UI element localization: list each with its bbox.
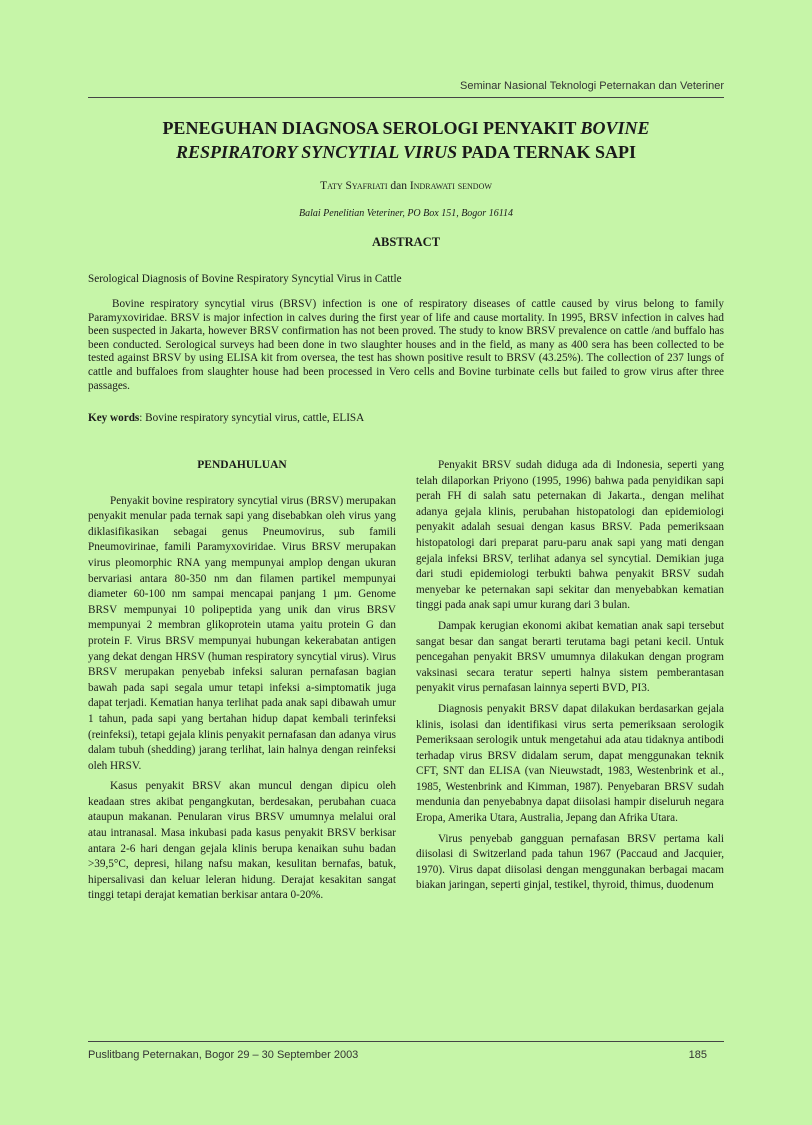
title-line1-a: PENEGUHAN DIAGNOSA SEROLOGI PENYAKIT — [162, 118, 581, 138]
running-head: Seminar Nasional Teknologi Peternakan dan Veteriner — [460, 80, 724, 92]
right-paragraph-3: Diagnosis penyakit BRSV dapat dilakukan berdasarkan gejala klinis, isolasi dan identifikasi virus serta pemeriksaan serologik Pemeriksaan serologik untuk mengetahui ada atau tidaknya antibodi terhadap virus BRSV didalam serum, dapat menggunakan teknik CFT, SNT dan ELISA (van Nieuwstadt, 1983, Westenbrink et al., 1985, Westenbrink and Kimman, 1987). Penyebaran BRSV sudah mendunia dan penyebabnya dapat diisolasi hampir diseluruh negara Eropa, Amerika Utara, Australia, Jepang dan Afrika Utara. — [416, 702, 724, 825]
header-rule — [88, 97, 724, 98]
abstract-paragraph: Bovine respiratory syncytial virus (BRSV) infection is one of respiratory diseases of cattle caused by virus belong to family Paramyxoviridae. BRSV is major infection in calves during the first year of life and cause mortality. In 1995, BRSV infection in calves had been suspected in Jakarta, however BRSV confirmation has not been proved. The study to know BRSV prevalence on cattle /and buffalo has been conducted. Serological surveys had been done in two slaughter houses and in the field, as many as 400 sera has been collected to be tested against BRSV by using ELISA kit from oversea, the test has shown positive result to BRSV (43.25%). The collection of 237 lungs of cattle and buffaloes from slaughter house had been processed in Vero cells and Bovine turbinate cells but failed to grow virus after three passages. — [88, 298, 724, 392]
left-column — [88, 458, 396, 909]
keywords — [88, 412, 724, 424]
institution: Balai Penelitian Veteriner, PO Box 151, Bogor 16114 — [299, 208, 513, 219]
footer-rule — [88, 1041, 724, 1042]
title-line1-b: BOVINE — [580, 118, 650, 138]
author-2: Indrawati sendow — [409, 180, 492, 192]
right-column — [416, 458, 724, 899]
page-number: 185 — [688, 1049, 707, 1061]
keywords-label: Key words — [88, 412, 140, 424]
footer-source: Puslitbang Peternakan, Bogor 29 – 30 September 2003 — [88, 1049, 359, 1061]
authors-and: dan — [387, 180, 410, 192]
right-paragraph-2: Dampak kerugian ekonomi akibat kematian anak sapi tersebut sangat besar dan sangat berarti terutama bagi petani kecil. Untuk pencegahan penyakit BRSV umumnya dilakukan dengan program vaksinasi secara teratur seperti halnya sistem pemberantasan penyakit virus pernafasan lainnya seperti BVD, PI3. — [416, 619, 724, 695]
abstract-body — [88, 298, 724, 393]
right-paragraph-1: Penyakit BRSV sudah diduga ada di Indonesia, seperti yang telah dilaporkan Priyono (1995, 1996) bahwa pada penyidikan sapi perah FH di salah satu peternakan di Jakarta., dengan melihat adanya gejala klinis, perubahan histopatologi dan epidemiologi penyakit adalah sesuai dengan kasus BRSV. Pada pemeriksaan histopatologi dari preparat paru-paru anak sapi yang mati dengan gejala infeksi BRSV, terlihat adanya sel syncytial. Demikian juga dari studi epidemiologi terbukti bahwa penyakit BRSV sudah menyebar ke peternakan sapi sekitar dan menyebabkan kematian tinggi pada anak sapi umur kurang dari 3 bulan. — [416, 459, 724, 612]
left-paragraph-1: Penyakit bovine respiratory syncytial virus (BRSV) merupakan penyakit menular pada ternak sapi yang disebabkan oleh virus yang diklasifikasikan sebagai genus Pneumovirus, sub famili Pneumovirinae, famili Paramyxoviridae. Virus BRSV merupakan virus pleomorphic RNA yang mempunyai amplop dengan ukuran bervariasi antara 80-350 nm dan filamen partikel mempunyai diameter 60-100 nm sampai mencapai panjang 1 µm. Genome BRSV mempunyai 10 polipeptida yang unik dan virus BRSV mempunyai 2 membran glikoprotein utama yaitu protein G dan protein F. Virus BRSV mempunyai hubungan kekerabatan antigen yang dekat dengan HRSV (human respiratory syncytial virus). Virus BRSV merupakan penyebab infeksi saluran pernafasan bagian bawah pada sapi segala umur tetapi infeksi a-simptomatik juga dapat terjadi. Kematian hanya terlihat pada anak sapi dibawah umur 1 tahun, pada sapi yang bertahan hidup dapat kembali terinfeksi (reinfeksi), tetapi gejala klinis penyakit pernafasan dan adanya virus dalam tubuh (shedding) jarang terlihat, lain halnya dengan reinfeksi oleh HRSV. — [88, 494, 396, 772]
paper-title — [88, 116, 724, 164]
right-paragraph-4: Virus penyebab gangguan pernafasan BRSV pertama kali diisolasi di Switzerland pada tahun 1967 (Paccaud and Jacquier, 1970). Virus dapat diisolasi dengan menggunakan berbagai macam biakan jaringan, seperti ginjal, testikel, thyroid, thimus, duodenum — [416, 832, 724, 892]
author-1: Taty Syafriati — [320, 180, 388, 192]
abstract-heading: ABSTRACT — [371, 235, 441, 249]
keywords-text: : Bovine respiratory syncytial virus, cattle, ELISA — [139, 412, 365, 424]
title-line2-a: RESPIRATORY SYNCYTIAL VIRUS — [176, 142, 458, 162]
left-paragraph-2: Kasus penyakit BRSV akan muncul dengan dipicu oleh keadaan stres akibat pengangkutan, berdesakan, perubahan cuaca ataupun makanan. Penularan virus BRSV umumnya melalui oral atau intranasal. Masa inkubasi pada kasus penyakit BRSV berkisar antara 2-6 hari dengan gejala klinis berupa kenaikan suhu badan >39,5°C, depresi, hilang nafsu makan, kesulitan bernafas, batuk, hipersalivasi dan keluar leleran hidung. Derajat kesakitan sangat tinggi tetapi derajat kematian berkisar antara 0-20%. — [88, 780, 396, 902]
authors — [88, 180, 724, 192]
section-heading: PENDAHULUAN — [197, 459, 287, 471]
title-line2-b: PADA TERNAK SAPI — [457, 142, 636, 162]
abstract-subtitle: Serological Diagnosis of Bovine Respiratory Syncytial Virus in Cattle — [88, 273, 402, 285]
